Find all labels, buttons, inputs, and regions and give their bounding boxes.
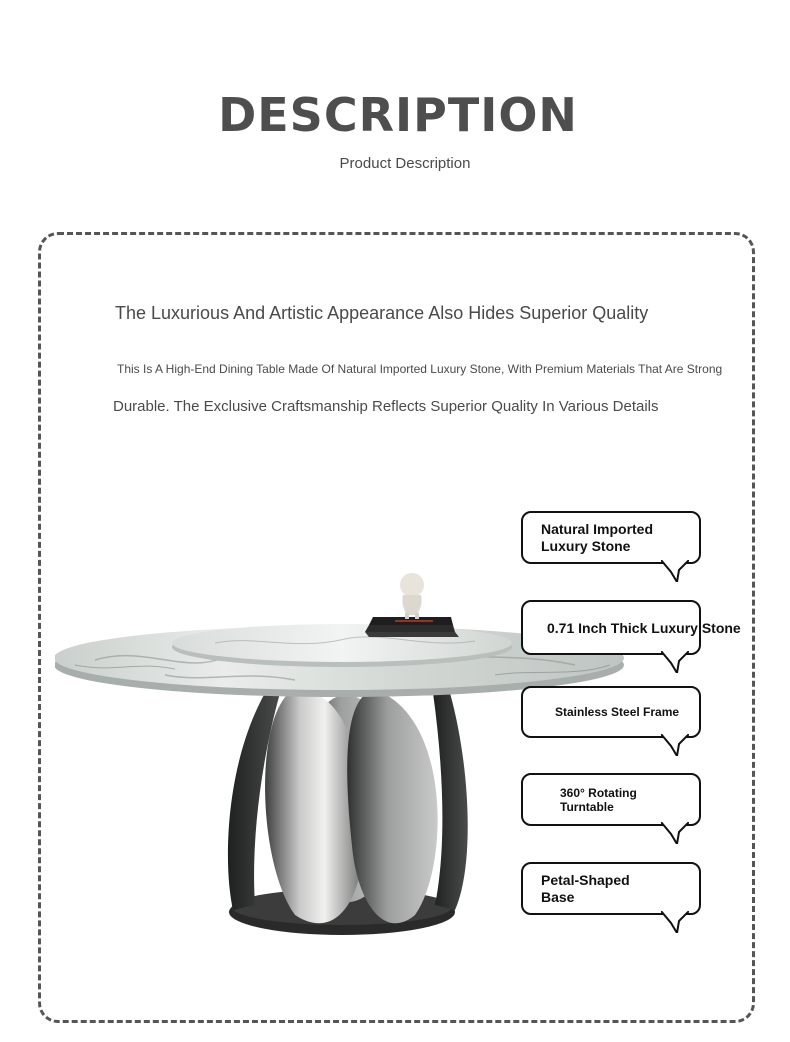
callout-turntable <box>521 773 701 826</box>
callout-natural-stone-line-2: Luxury Stone <box>541 537 631 554</box>
callout-turntable-text: 360° Rotating Turntable <box>560 785 637 814</box>
table-base <box>228 690 468 935</box>
description-body-line-1: This Is A High-End Dining Table Made Of Natural Imported Luxury Stone, With Premium Materials That Are Strong <box>117 362 723 376</box>
callout-petal-base-line-1: Petal-Shaped <box>541 871 630 888</box>
rotating-turntable <box>172 624 512 667</box>
speech-tail-icon <box>661 734 689 756</box>
speech-tail-icon <box>661 651 689 673</box>
book-stack <box>365 617 459 637</box>
callout-natural-stone-line-1: Natural Imported <box>541 520 654 537</box>
callout-thickness <box>521 600 741 655</box>
description-headline: The Luxurious And Artistic Appearance Also Hides Superior Quality <box>115 303 649 323</box>
speech-tail-icon <box>661 822 689 844</box>
speech-tail-icon <box>661 560 689 582</box>
callout-natural-stone <box>521 511 701 564</box>
speech-tail-icon <box>661 911 689 933</box>
callout-thickness-text: 0.71 Inch Thick Luxury Stone <box>547 619 741 636</box>
callout-steel-frame <box>521 686 701 738</box>
page-title: DESCRIPTION <box>218 88 578 142</box>
figurine-ornament <box>400 573 424 619</box>
description-body-line-2: Durable. The Exclusive Craftsmanship Reflects Superior Quality In Various Details <box>113 398 659 415</box>
page-subtitle: Product Description <box>339 155 471 172</box>
callout-petal-base <box>521 862 701 915</box>
callout-petal-base-line-2: Base <box>541 888 575 905</box>
callout-steel-frame-text: Stainless Steel Frame <box>555 705 680 719</box>
